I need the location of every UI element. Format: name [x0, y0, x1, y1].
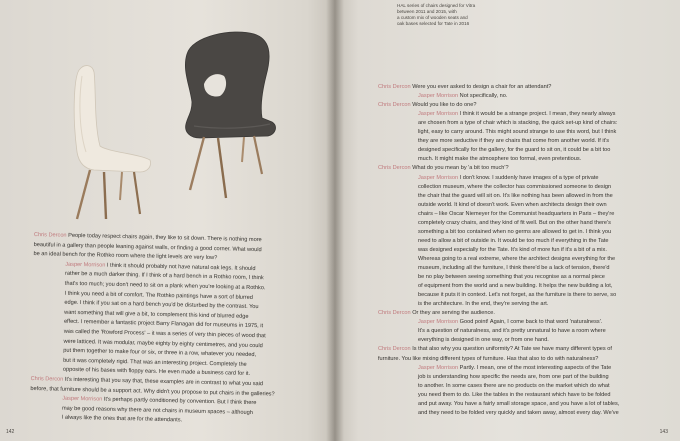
caption-line: oak bases selected for Tate in 2016	[397, 21, 470, 26]
speaker-name: Chris Dercon	[378, 84, 411, 90]
line-text: museum, including all the furniture, I think there'd be a lack of tension, there'd	[418, 265, 610, 271]
text-line	[418, 301, 548, 308]
line-text: be no play between seeing something that you recognise as a normal piece	[418, 274, 605, 281]
line-text: because it puts it in context. Let's not forget, as the furniture is there to serve, so	[418, 292, 617, 299]
line-text: It's interesting that you say that, these examples are in contrast to what you said	[64, 376, 264, 388]
line-text: Whereas going to a real extreme, where the architect designs everything for the	[418, 255, 616, 262]
line-text: much. It might make the atmosphere too formal, even pretentious.	[418, 156, 582, 163]
text-line	[378, 84, 551, 91]
speaker-name: Jasper Morrison	[65, 261, 106, 269]
text-line	[378, 356, 598, 363]
line-text: want something that will give a bit, to complement this kind of blurred edge	[64, 309, 249, 320]
text-line	[418, 383, 610, 390]
text-line	[418, 365, 611, 372]
text-line	[418, 238, 609, 245]
speaker-name: Chris Dercon	[378, 346, 411, 353]
text-line	[378, 346, 612, 353]
right-page	[334, 0, 680, 441]
line-text: People today respect chairs again, they like to sit down. There is nothing more	[68, 232, 262, 244]
text-line	[418, 211, 614, 218]
line-text: light, easy to carry around. This might sound strange to use this word, but I think	[418, 129, 617, 136]
text-line	[418, 120, 617, 127]
line-text: I don't know. I suddenly have images of a type of private	[459, 174, 599, 181]
speaker-name: Jasper Morrison	[418, 174, 459, 181]
text-line	[418, 392, 611, 399]
text-line	[418, 111, 615, 118]
speaker-name: Chris Dercon	[30, 375, 64, 383]
line-text: It's perhaps partly conditioned by convention. But I think there	[103, 396, 257, 407]
line-text: before, that furniture should be a support act. Why didn't you propose to put chairs in the galleries?	[30, 385, 275, 398]
left-page	[0, 0, 334, 441]
text-line	[418, 410, 619, 417]
text-line	[418, 129, 616, 136]
line-text: were latticed. It was modular, maybe eighty by eighty centimetres, and you could	[63, 338, 263, 349]
text-line	[418, 193, 613, 200]
text-line	[418, 319, 602, 326]
line-text: may be good reasons why there are not chairs in museum spaces – although	[61, 405, 253, 416]
speaker-name: Chris Dercon	[33, 232, 67, 239]
speaker-name: Jasper Morrison	[62, 395, 103, 403]
white-chair	[74, 66, 150, 219]
line-text: and put away. You have a fairly small storage space, and you have a lot of tables,	[418, 400, 620, 407]
line-text: be an ideal bench for the Rothko room where the light levels are very low?	[33, 251, 218, 262]
line-text: I always like the ones that are for the attendants.	[61, 415, 183, 424]
line-text: chairs – like Oscar Niemeyer for the Communist headquarters in Paris – they're	[418, 210, 615, 217]
line-text: and they need to be folded very quickly and taken away, almost every day. We've	[418, 409, 619, 416]
line-text: job is understanding how specific the needs are, from one part of the building	[418, 373, 609, 380]
line-text: something a bit too contained when no germs are allowed to get in. I think you	[418, 228, 612, 235]
speaker-name: Chris Dercon	[378, 310, 411, 317]
line-text: furniture. You like mixing different types of furniture. Has that also to do with naturalness?	[378, 355, 599, 362]
text-line	[418, 147, 610, 154]
line-text: everything is designed in one way, or from one hand.	[418, 337, 549, 344]
text-line	[418, 283, 612, 290]
caption-line: between 2011 and 2015, with	[397, 9, 457, 14]
line-text: you need them to do. Like the tables in the restaurant which have to be folded	[418, 391, 611, 398]
text-line	[418, 256, 615, 263]
text-line	[418, 184, 611, 191]
line-text: effect. I remember a fantastic project Barry Flanagan did for museums in 1975, it	[63, 319, 264, 330]
line-text: edge. I think if you sat on a hard bench you'd be disturbed by the contrast. You	[64, 299, 259, 311]
text-line	[418, 374, 609, 381]
line-text: that's too much; you don't need to sit on a plank when you're looking at a Rothko.	[64, 280, 266, 292]
line-text: I think it should probably not have natural oak legs. It should	[106, 262, 256, 272]
line-text: beautiful in a gallery than people leaning against walls, or finding a good corner. What would	[33, 241, 262, 253]
line-text: completely crazy chairs, and they kind of fit well. But on the other hand there's	[418, 219, 611, 226]
line-text: It's a question of naturalness, and it's pretty unnatural to have a room where	[418, 328, 606, 335]
right-page-text	[334, 0, 680, 441]
line-text: put them together to make four or six, or three in a row, whatever you needed,	[63, 347, 257, 359]
line-text: I think you need a bit of comfort. The Rothko paintings have a sort of blurred	[64, 290, 253, 301]
text-line	[418, 156, 581, 163]
text-line	[33, 251, 217, 262]
line-text: is the architecture. In the end, they're serving the art.	[418, 301, 549, 308]
line-text: opposite of his bases with floppy ears. He even made a business card for it.	[62, 367, 251, 378]
text-line	[418, 292, 616, 299]
text-line	[418, 274, 605, 281]
line-text: What do you mean by 'a bit too much'?	[412, 165, 509, 172]
line-text: Is that also why you question uniformity? At Tate we have many different types of	[412, 346, 612, 353]
text-line	[418, 138, 609, 145]
text-line	[418, 401, 619, 408]
text-line	[418, 220, 611, 227]
line-text: was called the 'Rowford Process' – it was a series of very thin pieces of wood that	[63, 328, 266, 340]
line-text: Not specifically, no.	[459, 93, 508, 100]
line-text: need to allow a bit of outside in. It would be too much if everything in the Tate	[418, 237, 609, 244]
line-text: rather be a much darker thing. If I think of a hard bench in a Rothko room, I think	[64, 271, 264, 282]
text-line	[418, 328, 606, 335]
text-line	[418, 247, 607, 254]
line-text: was designed especially for the Tate. It's kind of more fun if it's a bit of a mix.	[418, 246, 607, 253]
text-line	[378, 310, 495, 317]
speaker-name: Jasper Morrison	[418, 93, 459, 100]
line-text: Would you like to do one?	[412, 102, 477, 109]
line-text: but it was completely rigid. That was an interesting project. Completely the	[63, 357, 247, 368]
line-text: Good point! Again, I come back to that word 'naturalness'.	[459, 319, 603, 326]
text-line	[378, 165, 509, 172]
text-line	[62, 415, 182, 425]
line-text: designed specifically for the gallery, for the guard to sit on, it could be a bit too	[418, 147, 611, 154]
caption-line: HAL series of chairs designed for Vitra	[397, 3, 476, 8]
caption-line: a custom mix of wooden seats and	[397, 15, 468, 20]
line-text: Or they are serving the audience.	[412, 310, 495, 317]
text-line	[418, 265, 610, 272]
text-line	[418, 229, 611, 236]
dark-chair	[185, 32, 275, 198]
page-number-left: 142	[6, 429, 15, 435]
text-line	[418, 337, 549, 344]
line-text: collection museum, where the collector has commissioned someone to design	[418, 183, 612, 190]
line-text: are chosen from a type of chair which is stacking, the quick set-up kind of chairs:	[418, 120, 618, 127]
chairs-photo	[22, 14, 312, 221]
speaker-name: Chris Dercon	[378, 165, 411, 172]
line-text: the chair that the guard will sit on. It's like nothing has been allowed in from the	[418, 192, 613, 199]
photo-caption	[397, 3, 507, 27]
line-text: Were you ever asked to design a chair for an attendant?	[412, 84, 552, 90]
text-line	[418, 202, 607, 209]
speaker-name: Jasper Morrison	[418, 364, 459, 371]
line-text: of equipment from the world and a new building. It helps the new building a lot,	[418, 283, 613, 290]
page-number-right: 143	[659, 429, 668, 435]
line-text: they are more seductive if they are chairs that come from another world. If it's	[418, 138, 610, 145]
line-text: outside world. It kind of doesn't work. Even when architects design their own	[418, 201, 607, 208]
speaker-name: Jasper Morrison	[418, 319, 459, 326]
speaker-name: Jasper Morrison	[418, 111, 459, 118]
line-text: Partly. I mean, one of the most interesting aspects of the Tate	[459, 364, 612, 371]
text-line	[418, 175, 599, 182]
line-text: to another. In some cases there are no products on the market which do what	[418, 382, 610, 389]
text-line	[418, 93, 507, 100]
line-text: I think it would be a strange project. I mean, they nearly always	[459, 111, 616, 118]
speaker-name: Chris Dercon	[378, 102, 411, 109]
text-line	[378, 102, 476, 109]
